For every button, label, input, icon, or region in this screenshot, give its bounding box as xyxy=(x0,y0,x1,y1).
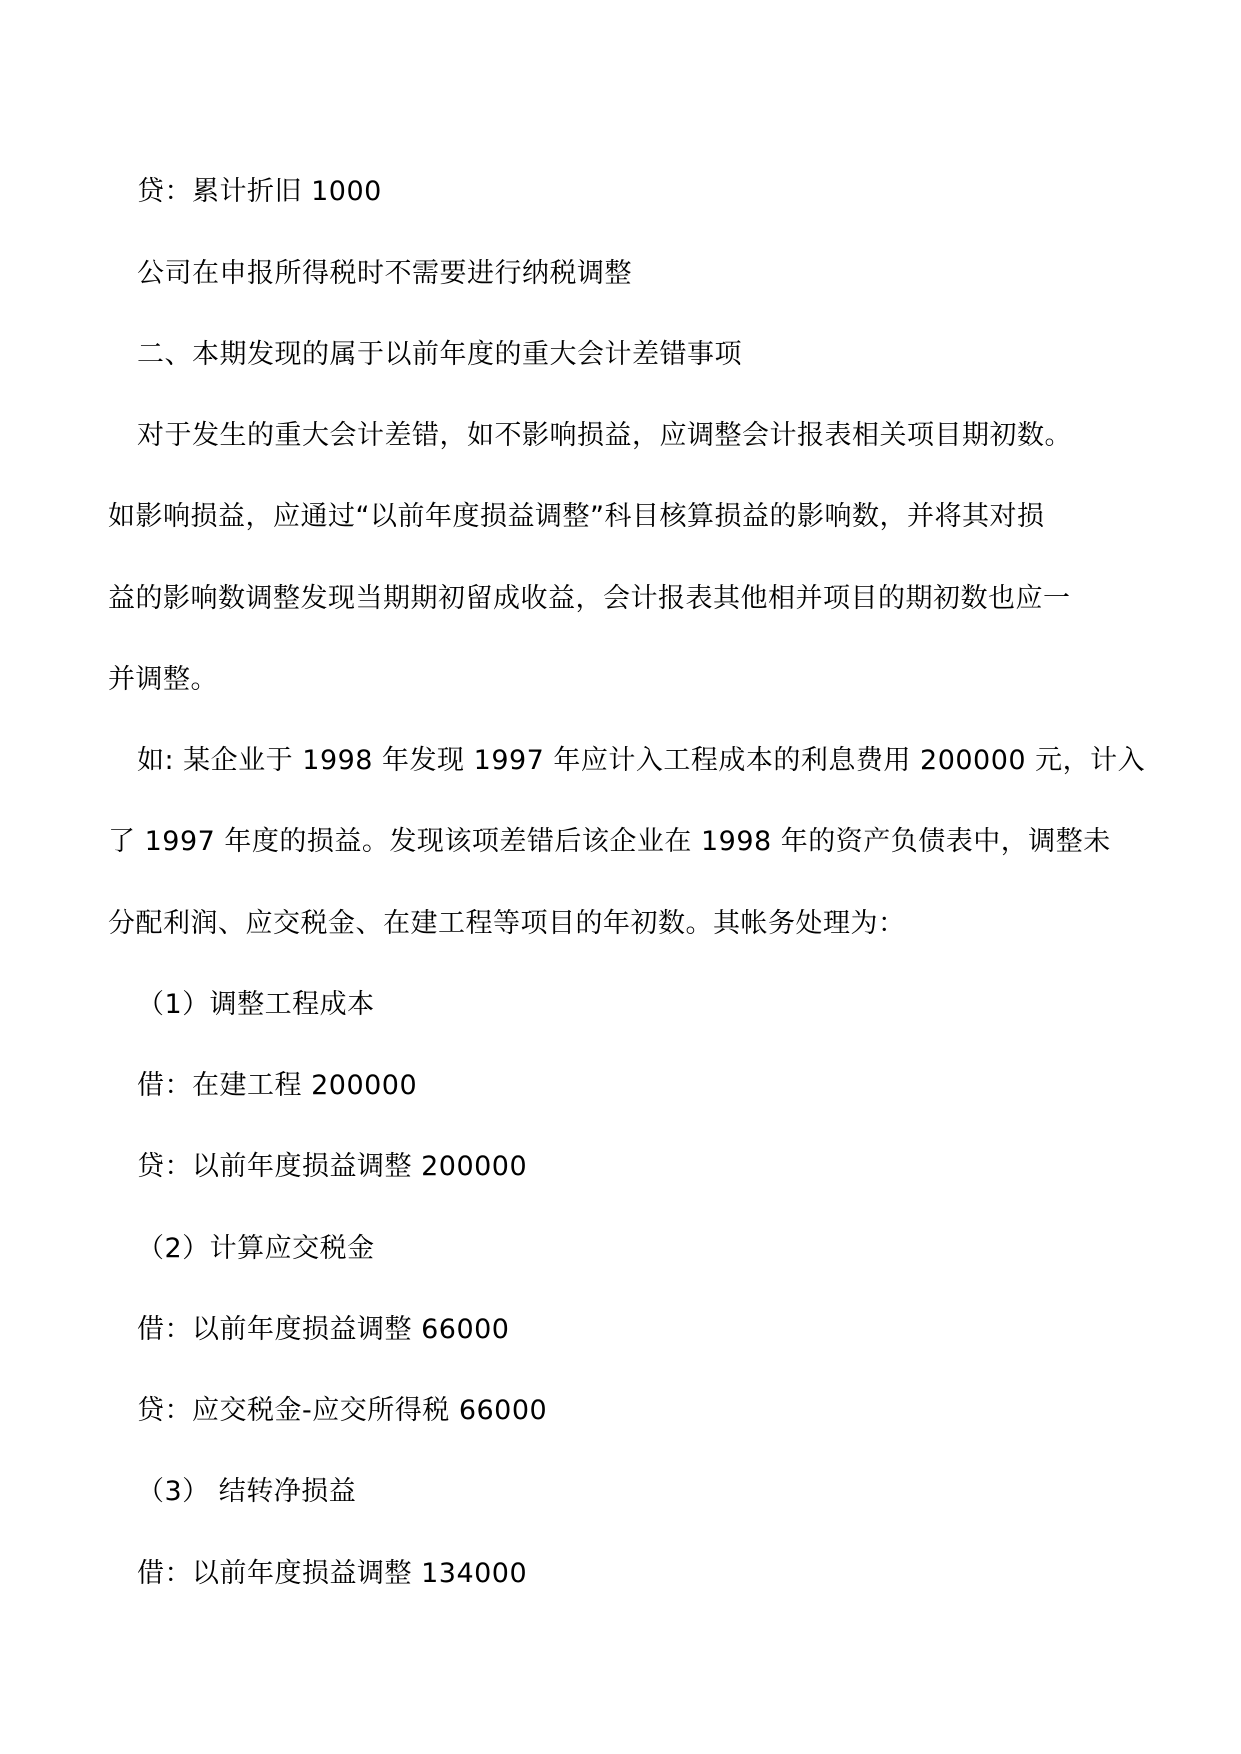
journal-entry: 贷：以前年度损益调整 200000 xyxy=(137,1151,528,1182)
paragraph-line: 了 1997 年度的损益。发现该项差错后该企业在 1998 年的资产负债表中，调整未 xyxy=(108,826,1111,857)
step-heading: （1）调整工程成本 xyxy=(137,989,375,1020)
paragraph-line: 益的影响数调整发现当期期初留成收益，会计报表其他相并项目的期初数也应一 xyxy=(108,583,1071,614)
paragraph-line: 如影响损益，应通过“以前年度损益调整”科目核算损益的影响数，并将其对损 xyxy=(108,501,1045,532)
paragraph-line: 如: 某企业于 1998 年发现 1997 年应计入工程成本的利息费用 200000 元，计入 xyxy=(137,745,1146,776)
paragraph-line: 并调整。 xyxy=(108,664,218,695)
step-heading: （3） 结转净损益 xyxy=(137,1476,357,1507)
journal-entry: 贷：应交税金-应交所得税 66000 xyxy=(137,1395,548,1426)
journal-entry: 借：在建工程 200000 xyxy=(137,1070,418,1101)
journal-entry: 借：以前年度损益调整 66000 xyxy=(137,1314,510,1345)
paragraph-line: 分配利润、应交税金、在建工程等项目的年初数。其帐务处理为： xyxy=(108,908,906,939)
journal-entry: 借：以前年度损益调整 134000 xyxy=(137,1558,528,1589)
paragraph-line: 对于发生的重大会计差错，如不影响损益，应调整会计报表相关项目期初数。 xyxy=(137,420,1072,451)
section-heading: 二、本期发现的属于以前年度的重大会计差错事项 xyxy=(137,339,742,370)
text-line: 贷：累计折旧 1000 xyxy=(137,176,382,207)
step-heading: （2）计算应交税金 xyxy=(137,1233,375,1264)
text-line: 公司在申报所得税时不需要进行纳税调整 xyxy=(137,258,632,289)
